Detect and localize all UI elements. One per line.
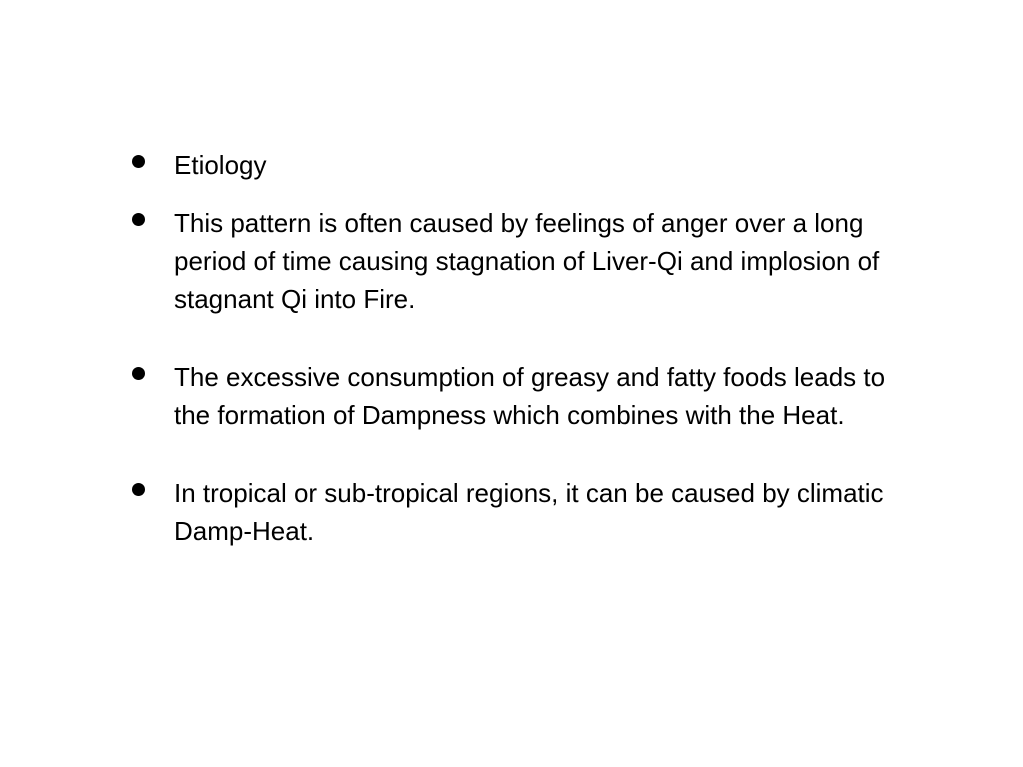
bullet-item-etiology	[130, 146, 910, 184]
bullet-dot-icon	[132, 155, 145, 168]
bullet-dot-icon	[132, 213, 145, 226]
bullet-dot-icon	[132, 367, 145, 380]
bullet-text: The excessive consumption of greasy and fatty foods leads to the formation of Dampness which combines with the Heat.	[174, 362, 886, 430]
bullet-item-anger	[130, 204, 910, 318]
bullet-text: This pattern is often caused by feelings of anger over a long period of time causing stagnation of Liver-Qi and implosion of stagnant Qi into Fire.	[174, 208, 880, 314]
bullet-item-climate	[130, 474, 910, 550]
bullet-text: Etiology	[174, 150, 267, 180]
bullet-list	[130, 146, 910, 570]
bullet-dot-icon	[132, 483, 145, 496]
bullet-item-diet	[130, 358, 910, 434]
bullet-text: In tropical or sub-tropical regions, it can be caused by climatic Damp-Heat.	[174, 478, 884, 546]
